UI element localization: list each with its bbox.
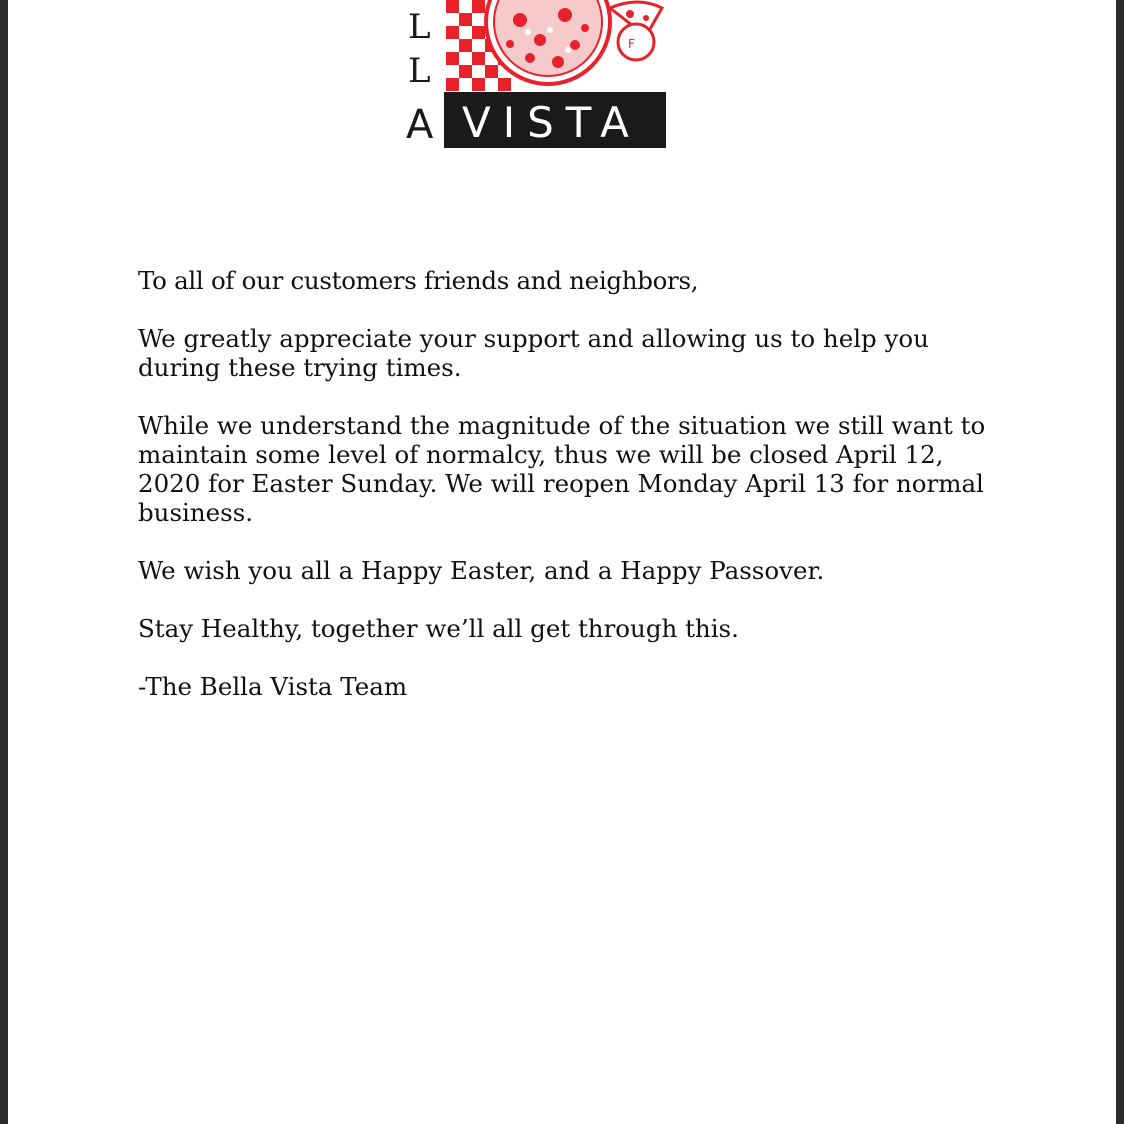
svg-text:L: L <box>408 51 431 91</box>
svg-text:L: L <box>408 7 431 47</box>
bella-vista-logo <box>400 0 672 150</box>
letter-paragraph: While we understand the magnitude of the situation we still want to maintain some level of normalcy, thus we will be closed April 12, 2020 for Easter Sunday. We will reopen Monday April 13 for normal business. <box>138 411 986 527</box>
svg-text:F: F <box>628 37 635 51</box>
letter-body <box>138 266 998 730</box>
letter-paragraph: We wish you all a Happy Easter, and a Happy Passover. <box>138 556 825 585</box>
letter-greeting: To all of our customers friends and neighbors, <box>138 266 699 295</box>
svg-text:VISTA: VISTA <box>462 98 641 147</box>
letter-paragraph: We greatly appreciate your support and allowing us to help you during these trying times. <box>138 324 929 382</box>
svg-text:A: A <box>406 102 434 148</box>
letter-paragraph: Stay Healthy, together we’ll all get through this. <box>138 614 739 643</box>
letter-signature: -The Bella Vista Team <box>138 672 408 701</box>
letter-page <box>8 0 1116 1124</box>
